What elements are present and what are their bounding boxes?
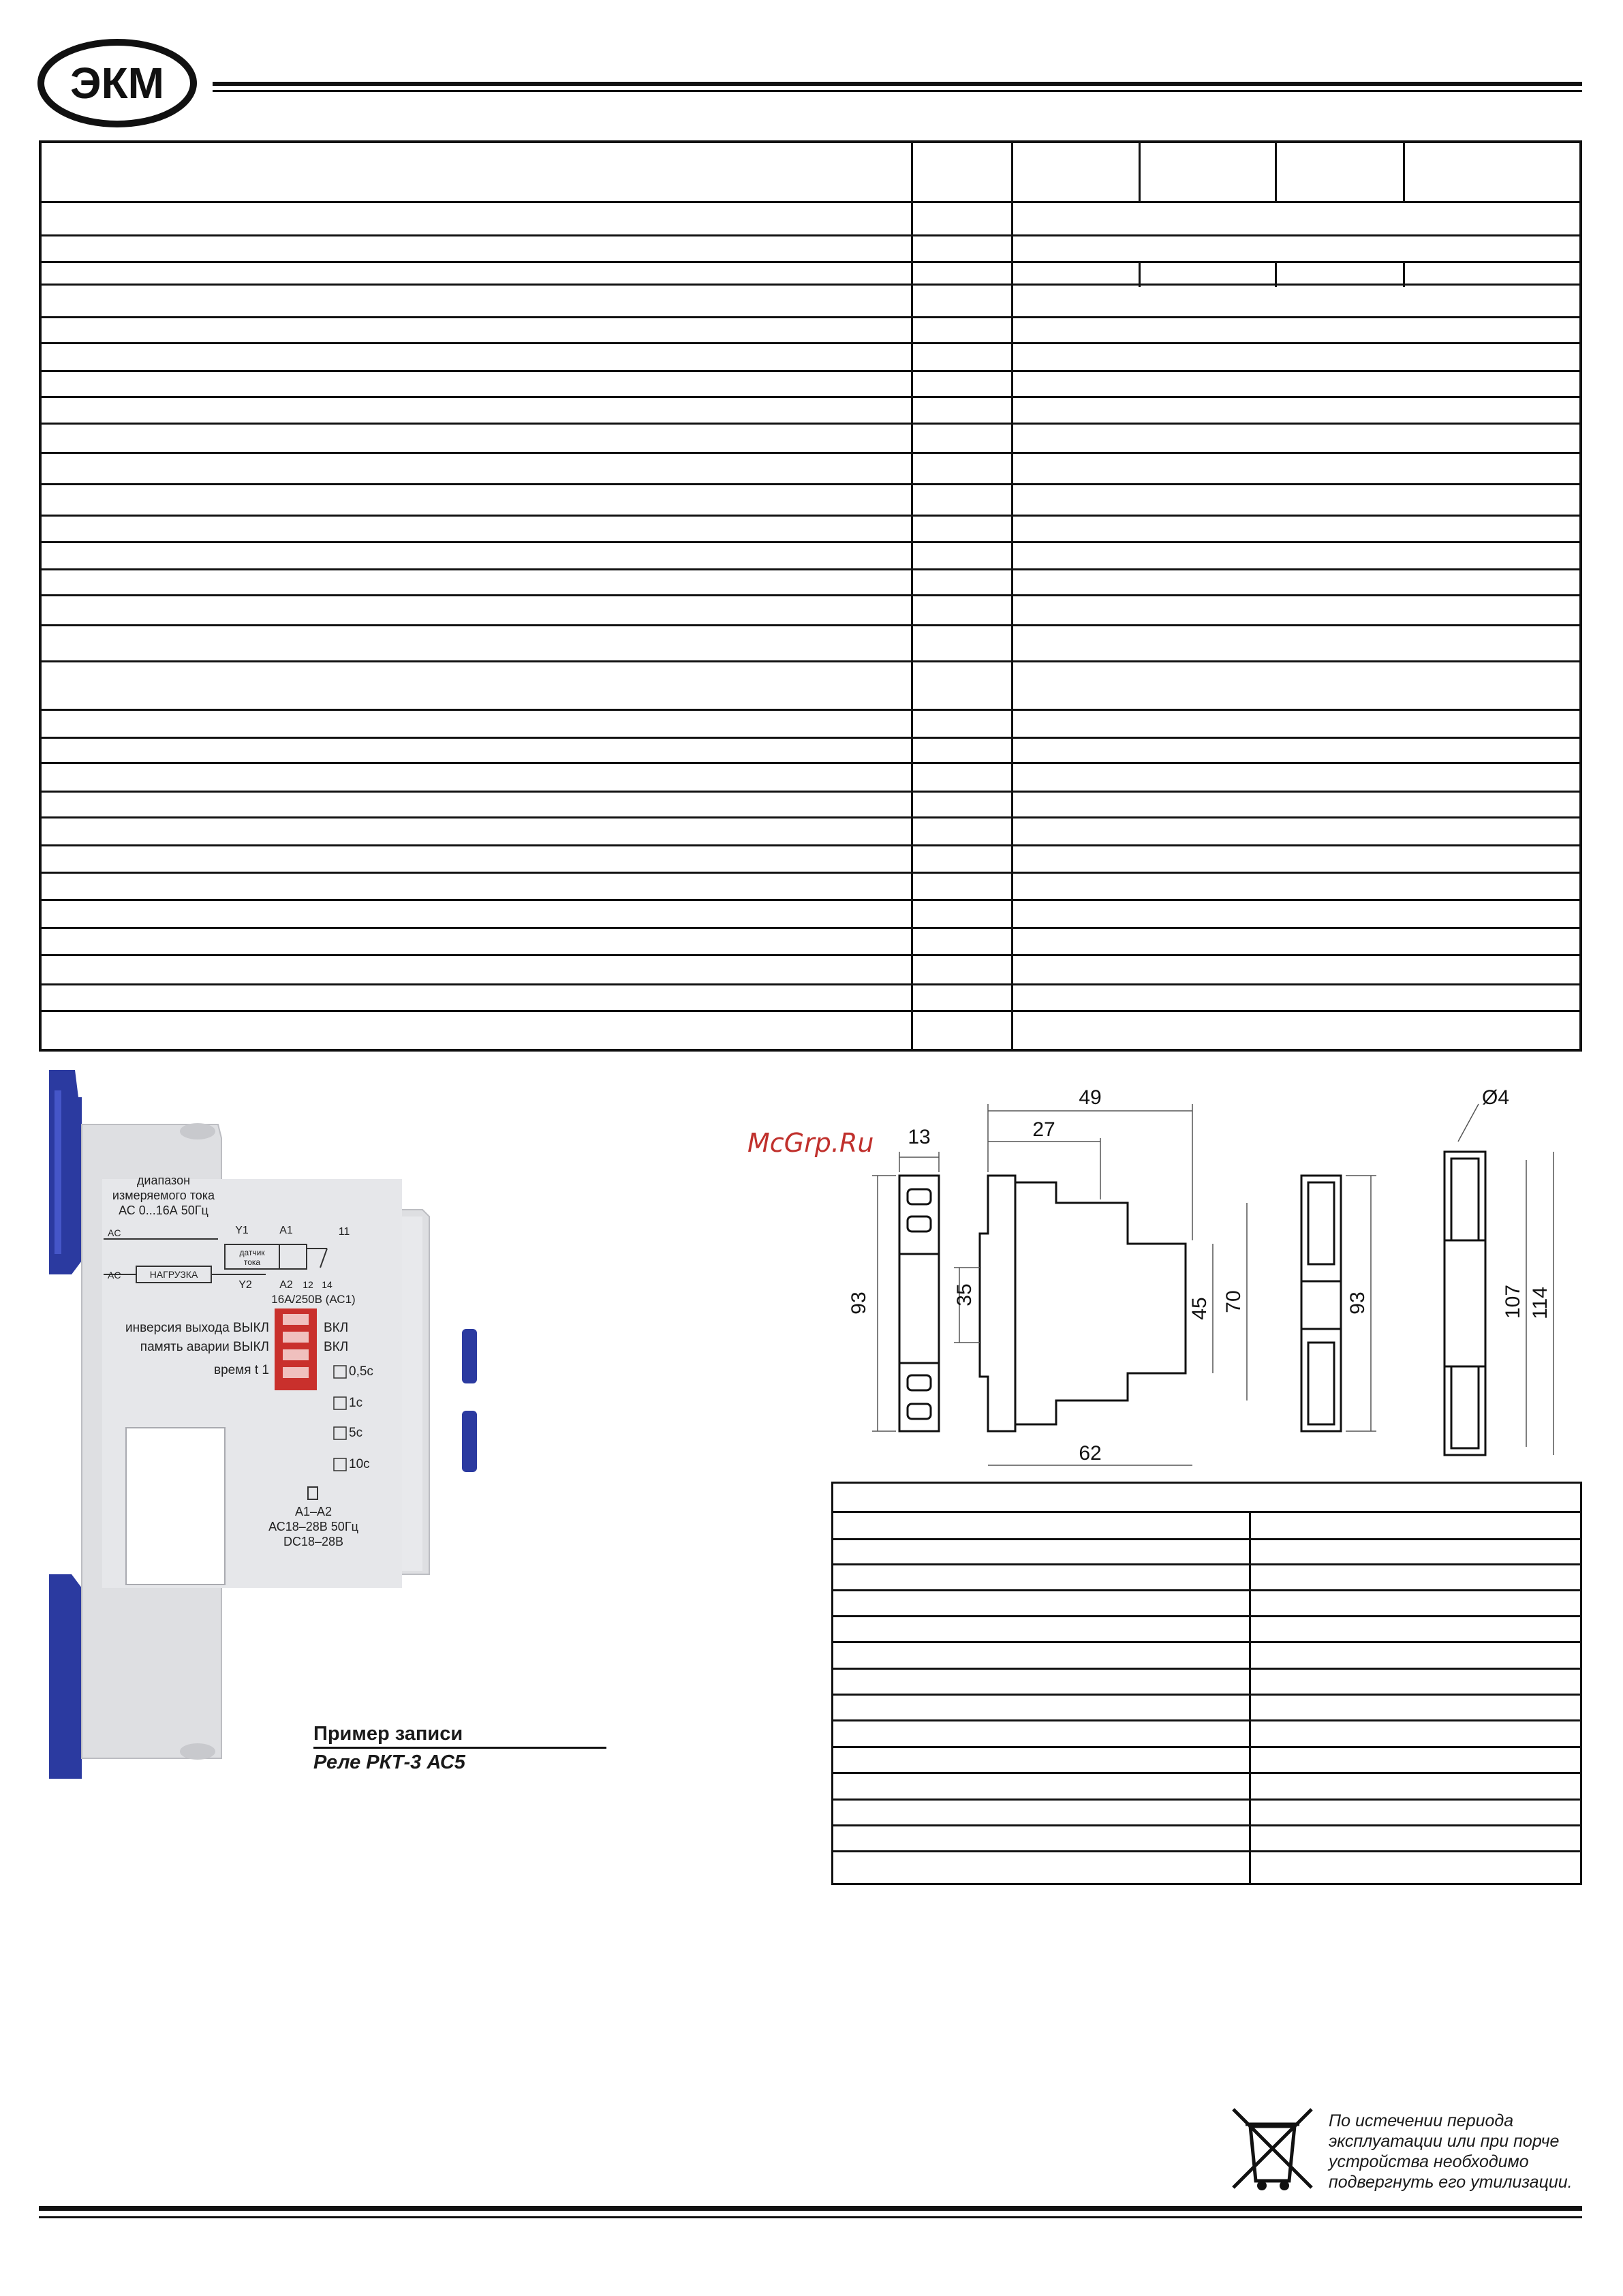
spec-row-divider xyxy=(42,234,1579,236)
spec-column-divider xyxy=(1275,143,1277,201)
disposal-note xyxy=(1329,2111,1601,2192)
ekm-logo xyxy=(35,35,199,131)
range-label-1: диапазон xyxy=(136,1174,191,1187)
spec-column-divider xyxy=(1403,143,1405,201)
lower-row-divider xyxy=(833,1746,1580,1748)
sensor-label-1: датчик xyxy=(239,1248,265,1257)
disposal-line-4: подвергнуть его утилизации. xyxy=(1329,2173,1573,2192)
terminal-y2: Y2 xyxy=(238,1279,252,1291)
on-label-1: ВКЛ xyxy=(324,1321,349,1335)
lower-row-divider xyxy=(833,1538,1580,1540)
dim-49: 49 xyxy=(1079,1086,1102,1109)
dim-114: 114 xyxy=(1529,1287,1551,1319)
spec-column-divider xyxy=(1403,261,1405,287)
lower-row-divider xyxy=(833,1694,1580,1696)
switch-memory: память аварии ВЫКЛ xyxy=(140,1340,269,1354)
time-10: 10с xyxy=(349,1457,370,1471)
lower-row-divider xyxy=(833,1511,1580,1513)
lower-table xyxy=(831,1482,1582,1885)
contact-rating: 16А/250В (АС1) xyxy=(271,1293,356,1306)
spec-row-divider xyxy=(42,370,1579,372)
header-rule-top xyxy=(213,82,1582,86)
load-label: НАГРУЗКА xyxy=(149,1269,198,1280)
lower-row-divider xyxy=(833,1772,1580,1774)
spec-row-divider xyxy=(42,594,1579,596)
range-label-2: измеряемого тока xyxy=(112,1189,215,1202)
lower-row-divider xyxy=(833,1563,1580,1565)
spec-row-divider xyxy=(42,983,1579,985)
dim-d4: Ø4 xyxy=(1481,1086,1510,1109)
spec-column-divider xyxy=(1139,143,1141,201)
dim-35: 35 xyxy=(953,1283,976,1306)
lower-row-divider xyxy=(833,1824,1580,1826)
example-heading: Пример записи xyxy=(313,1723,463,1745)
spec-row-divider xyxy=(42,316,1579,318)
spec-row-divider xyxy=(42,483,1579,485)
dim-93-side: 93 xyxy=(848,1291,870,1315)
spec-row-divider xyxy=(42,452,1579,454)
dim-45: 45 xyxy=(1188,1297,1211,1320)
spec-row-divider xyxy=(42,844,1579,846)
lower-row-divider xyxy=(833,1719,1580,1721)
time-05: 0,5с xyxy=(349,1364,373,1379)
coil-ac: АС18–28В 50Гц xyxy=(268,1520,358,1533)
example-text: Реле РКТ-3 АС5 xyxy=(313,1751,465,1773)
terminal-11: 11 xyxy=(338,1226,350,1238)
crossed-bin-icon xyxy=(1226,2102,1318,2194)
spec-row-divider xyxy=(42,737,1579,739)
spec-table xyxy=(39,140,1582,1052)
ac-top: AC xyxy=(108,1227,121,1238)
terminal-14: 14 xyxy=(322,1279,333,1290)
switch-time: время t 1 xyxy=(214,1363,269,1377)
example-underline xyxy=(313,1747,606,1749)
sensor-label-2: тока xyxy=(243,1257,261,1267)
dim-13: 13 xyxy=(908,1126,931,1148)
spec-row-divider xyxy=(42,816,1579,818)
coil-terminals: A1–A2 xyxy=(294,1505,333,1518)
spec-row-divider xyxy=(42,201,1579,203)
lower-row-divider xyxy=(833,1798,1580,1801)
terminal-y1: Y1 xyxy=(235,1225,249,1236)
spec-row-divider xyxy=(42,762,1579,764)
device-photo xyxy=(41,1070,477,1792)
dim-27: 27 xyxy=(1032,1118,1055,1141)
spec-column-divider xyxy=(911,143,913,1049)
lower-row-divider xyxy=(833,1615,1580,1617)
on-label-2: ВКЛ xyxy=(324,1340,349,1354)
spec-column-divider xyxy=(1011,143,1013,1049)
spec-column-divider xyxy=(1139,261,1141,287)
lower-row-divider xyxy=(833,1589,1580,1591)
footer-rule-bottom xyxy=(39,2216,1582,2218)
switch-inversion: инверсия выхода ВЫКЛ xyxy=(125,1321,269,1335)
spec-row-divider xyxy=(42,284,1579,286)
dim-70: 70 xyxy=(1222,1290,1245,1313)
disposal-line-1: По истечении периода xyxy=(1329,2111,1514,2130)
dimension-drawings xyxy=(845,1084,1588,1479)
disposal-line-3: устройства необходимо xyxy=(1329,2152,1529,2171)
disposal-line-2: эксплуатации или при порче xyxy=(1329,2132,1560,2151)
header-rule-bottom xyxy=(213,90,1582,92)
time-5: 5с xyxy=(349,1426,363,1440)
spec-row-divider xyxy=(42,342,1579,344)
lower-row-divider xyxy=(833,1850,1580,1852)
dim-62: 62 xyxy=(1079,1442,1102,1465)
spec-row-divider xyxy=(42,568,1579,570)
footer-rule-top xyxy=(39,2206,1582,2211)
terminal-a2: A2 xyxy=(279,1279,293,1291)
dim-93-front: 93 xyxy=(1346,1291,1369,1315)
logo-text: ЭКМ xyxy=(70,59,164,108)
lower-row-divider xyxy=(833,1641,1580,1643)
range-label-3: АС 0...16А 50Гц xyxy=(119,1204,208,1217)
time-1: 1с xyxy=(349,1396,363,1410)
terminal-a1: A1 xyxy=(279,1225,293,1236)
ac-bottom: AC xyxy=(108,1270,121,1281)
spec-row-divider xyxy=(42,515,1579,517)
spec-row-divider xyxy=(42,1010,1579,1012)
spec-row-divider xyxy=(42,709,1579,711)
spec-column-divider xyxy=(1275,261,1277,287)
spec-row-divider xyxy=(42,423,1579,425)
spec-row-divider xyxy=(42,624,1579,626)
spec-row-divider xyxy=(42,541,1579,543)
spec-row-divider xyxy=(42,954,1579,956)
spec-row-divider xyxy=(42,927,1579,929)
spec-row-divider xyxy=(42,660,1579,662)
spec-row-divider xyxy=(42,791,1579,793)
terminal-12: 12 xyxy=(303,1279,313,1290)
spec-row-divider xyxy=(42,872,1579,874)
spec-row-divider xyxy=(42,261,1579,263)
lower-row-divider xyxy=(833,1668,1580,1670)
spec-row-divider xyxy=(42,899,1579,901)
dim-107: 107 xyxy=(1502,1284,1524,1319)
spec-row-divider xyxy=(42,396,1579,398)
lower-column-divider xyxy=(1249,1511,1251,1883)
coil-dc: DC18–28В xyxy=(283,1535,344,1548)
watermark: McGrp.Ru xyxy=(747,1128,874,1158)
